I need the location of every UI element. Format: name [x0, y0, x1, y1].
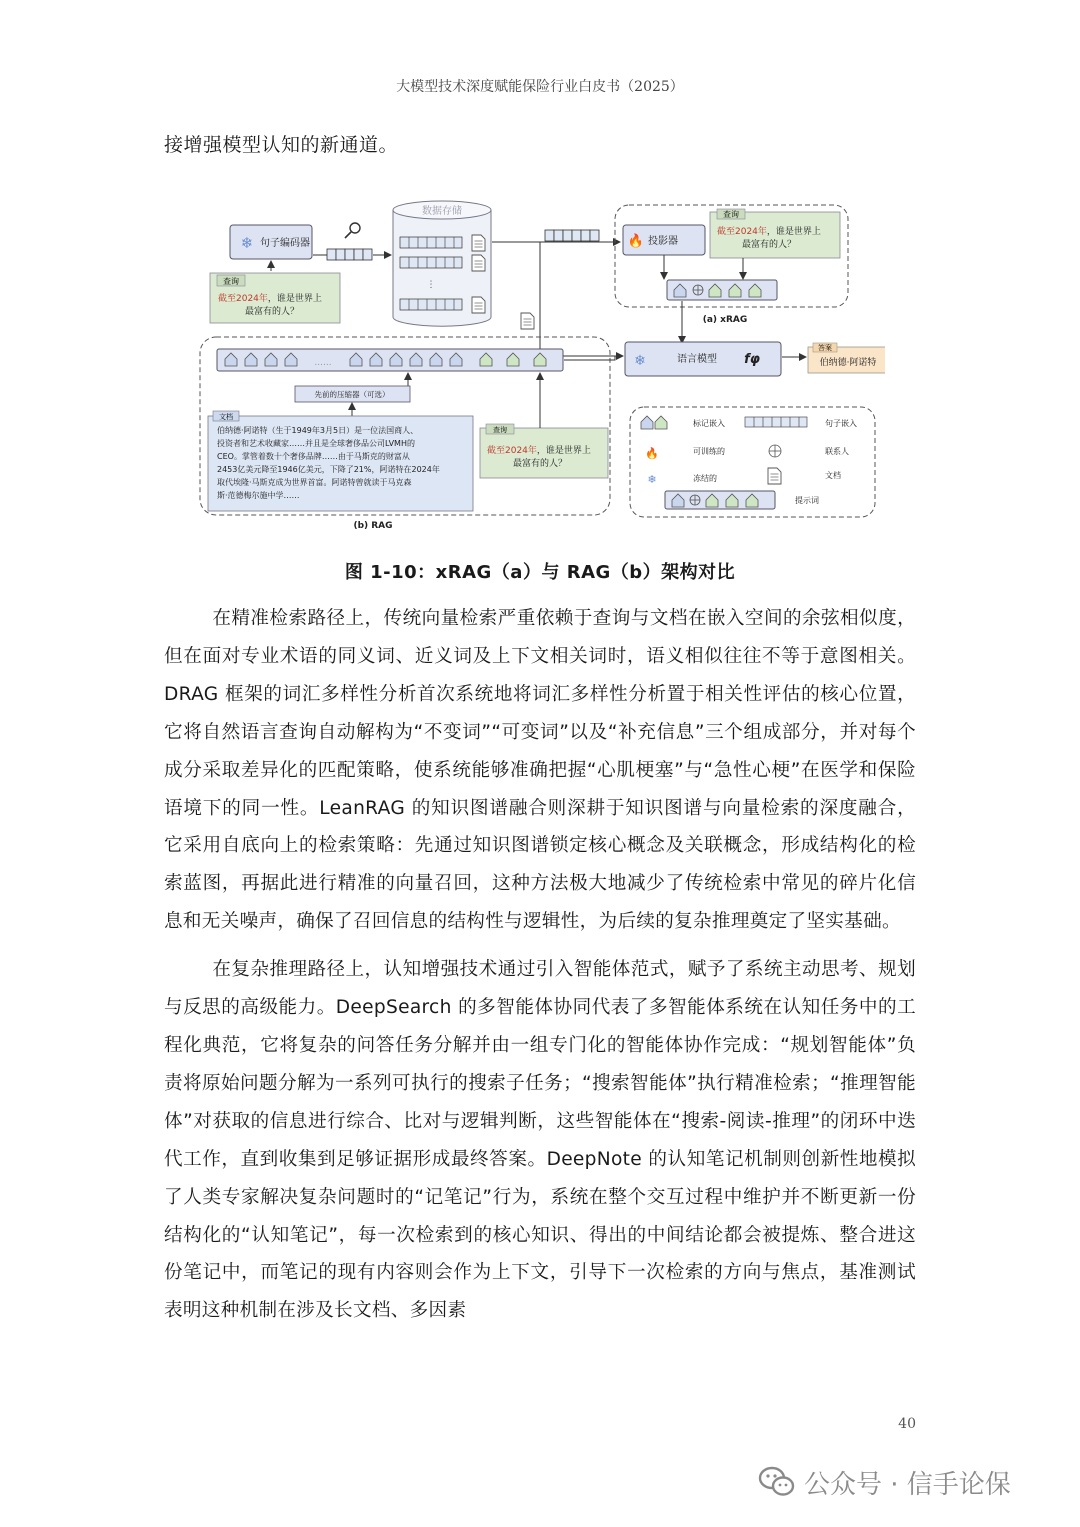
svg-text:......: ......	[314, 358, 332, 368]
doc-line: 斯·范德梅尔施中学……	[217, 491, 300, 500]
svg-text:查询: 查询	[223, 277, 239, 286]
rag-caption: (b) RAG	[353, 521, 393, 531]
compressor-box	[295, 386, 410, 402]
svg-text:标记嵌入: 标记嵌入	[693, 419, 725, 428]
svg-text:提示词: 提示词	[795, 496, 819, 505]
watermark	[758, 1462, 1011, 1502]
answer-box	[808, 343, 885, 373]
sentence-encoder-label: 句子编码器	[260, 238, 310, 249]
svg-text:答案: 答案	[818, 344, 832, 352]
search-icon	[345, 223, 360, 238]
rag-token-sequence	[217, 349, 563, 371]
projector-label: 投影器	[648, 236, 678, 247]
svg-text:截至2024年，谁是世界上: 截至2024年，谁是世界上	[487, 446, 591, 456]
legend	[641, 416, 857, 509]
svg-text:查询: 查询	[723, 210, 739, 219]
doc-line: 取代埃隆·马斯克成为世界首富。阿诺特曾就读于马克森	[217, 478, 412, 487]
svg-text:句子嵌入: 句子嵌入	[825, 419, 857, 428]
svg-text:截至2024年，谁是世界上: 截至2024年，谁是世界上	[218, 294, 322, 304]
f-phi-symbol: fφ	[744, 352, 760, 367]
svg-text:联系人: 联系人	[825, 447, 849, 456]
fire-icon: 🔥	[645, 447, 659, 460]
architecture-figure	[195, 195, 885, 540]
page-number: 40	[898, 1416, 916, 1432]
svg-text:文档: 文档	[219, 413, 233, 421]
datastore-cylinder	[393, 201, 491, 326]
doc-line: 伯纳德·阿诺特（生于1949年3月5日）是一位法国商人、	[217, 426, 419, 435]
query-box-xrag	[710, 209, 840, 258]
datastore-label: 数据存储	[422, 206, 462, 217]
doc-line: 2453亿美元降至1946亿美元，下降了21%，阿诺特在2024年	[217, 465, 440, 474]
xrag-caption: (a) xRAG	[702, 315, 748, 325]
language-model-label: 语言模型	[677, 354, 717, 365]
svg-text:先前的压缩器（可选）: 先前的压缩器（可选）	[314, 390, 390, 399]
body-text	[164, 600, 916, 1340]
svg-text:最富有的人？: 最富有的人？	[513, 459, 568, 469]
figure-caption: 图 1-10：xRAG（a）与 RAG（b）架构对比	[344, 562, 736, 583]
concat-icon	[769, 445, 781, 457]
paragraph: 在复杂推理路径上，认知增强技术通过引入智能体范式，赋予了系统主动思考、规划与反思的高级能力。DeepSearch 的多智能体协同代表了多智能体系统在认知任务中的工程化典范，它将复杂的问答任务分解并由一组专门化的智能体协作完成：“规划智能体”负责将原始问题分解为一系列可执行的搜索子任务；“搜索智能体”执行精准检索；“推理智能体”对获取的信息进行综合、比对与逻辑判断，这些智能体在“搜索-阅读-推理”的闭环中迭代工作，直到收集到足够证据形成最终答案。DeepNote 的认知笔记机制则创新性地模拟了人类专家解决复杂问题时的“记笔记”行为，系统在整个交互过程中维护并不断更新一份结构化的“认知笔记”，每一次检索到的核心知识、得出的中间结论都会被提炼、整合进这份笔记中，而笔记的现有内容则会作为上下文，引导下一次检索的方向与焦点，基准测试表明这种机制在涉及长文档、多因素	[164, 959, 916, 1322]
sentence-encoder-box	[230, 225, 312, 259]
query-box-top-left	[210, 273, 340, 323]
answer-text: 伯纳德·阿诺特	[819, 358, 877, 368]
svg-text:冻结的: 冻结的	[693, 474, 717, 483]
page-header: 大模型技术深度赋能保险行业白皮书（2025）	[396, 79, 684, 95]
watermark-text: 公众号 · 信手论保	[804, 1469, 1011, 1500]
retrieved-embedding	[545, 230, 599, 241]
projector-box	[623, 225, 705, 255]
snowflake-icon: ❄	[240, 234, 254, 252]
doc-line: 投资者和艺术收藏家……并且是全球奢侈品公司LVMH的	[217, 439, 415, 448]
svg-text:截至2024年，谁是世界上: 截至2024年，谁是世界上	[717, 227, 821, 237]
snowflake-icon: ❄	[647, 473, 657, 486]
lead-text-line: 接增强模型认知的新通道。	[164, 134, 399, 156]
snowflake-icon: ❄	[634, 353, 646, 369]
paragraph: 在精准检索路径上，传统向量检索严重依赖于查询与文档在嵌入空间的余弦相似度，但在面对专业术语的同义词、近义词及上下文相关词时，语义相似往往不等于意图相关。DRAG 框架的词汇多样性分析首次系统地将词汇多样性分析置于相关性评估的核心位置，它将自然语言查询自动解构为“不变词”“可变词”以及“补充信息”三个组成部分，并对每个成分采取差异化的匹配策略，使系统能够准确把握“心肌梗塞”与“急性心梗”在医学和保险语境下的同一性。LeanRAG 的知识图谱融合则深耕于知识图谱与向量检索的深度融合，它采用自底向上的检索策略：先通过知识图谱锁定核心概念及关联概念，形成结构化的检索蓝图，再据此进行精准的向量召回，这种方法极大地减少了传统检索中常见的碎片化信息和无关噪声，确保了召回信息的结构性与逻辑性，为后续的复杂推理奠定了坚实基础。	[164, 608, 916, 933]
wechat-icon	[758, 1465, 796, 1499]
svg-text:文档: 文档	[825, 471, 841, 480]
query-box-rag	[480, 424, 608, 478]
document-box	[208, 411, 473, 511]
svg-text:最富有的人？: 最富有的人？	[742, 240, 797, 250]
svg-text:最富有的人？: 最富有的人？	[245, 307, 300, 317]
svg-text:可训练的: 可训练的	[693, 447, 725, 456]
fire-icon: 🔥	[627, 234, 645, 249]
svg-text:查询: 查询	[493, 426, 507, 434]
svg-text:⋮: ⋮	[426, 280, 436, 290]
xrag-token-sequence	[667, 280, 777, 300]
language-model-box	[625, 342, 781, 376]
query-embedding-vector	[327, 249, 372, 260]
query-highlight: 截至2024年	[218, 294, 268, 304]
doc-line: CEO。掌管着数十个奢侈品牌……由于马斯克的财富从	[217, 452, 410, 461]
